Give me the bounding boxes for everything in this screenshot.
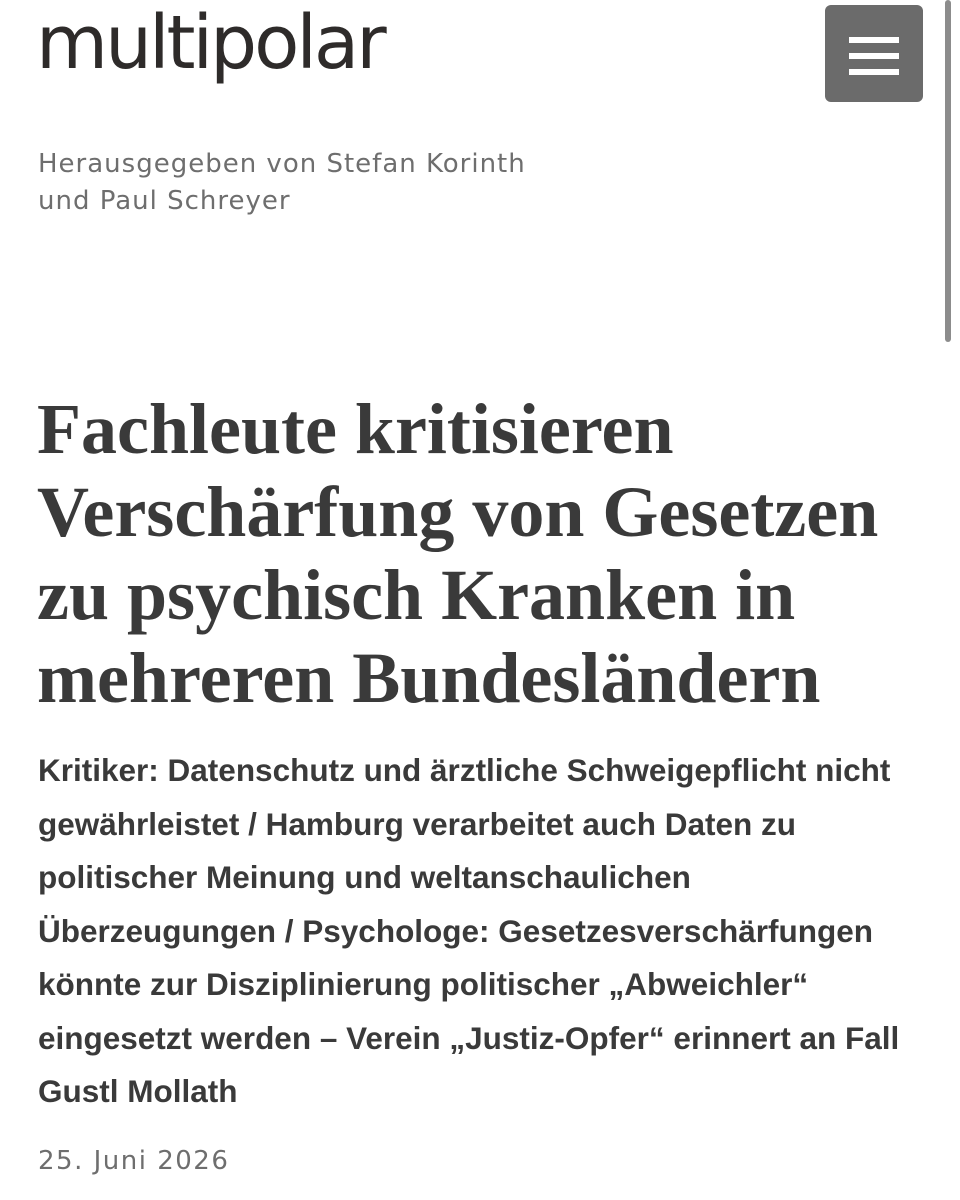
article-date: 25. Juni 2026 <box>38 1146 230 1176</box>
publisher-line-2: und Paul Schreyer <box>38 186 291 216</box>
publisher-line-1: Herausgegeben von Stefan Korinth <box>38 149 526 179</box>
menu-button[interactable] <box>825 5 923 102</box>
article-title: Fachleute kritisieren Verschärfung von Gesetzen zu psychisch Kranken in mehreren Bundesländern <box>37 389 879 718</box>
article-teaser: Kritiker: Datenschutz und ärztliche Schweigepflicht nicht gewährleistet / Hamburg verarbeitet auch Daten zu politischer Meinung und weltanschaulichen Überzeugungen / Psychologe: Gesetzesverschärfungen könnte zur Disziplinierung politischer „Abweichler“ eingesetzt werden – Verein „Justiz-Opfer“ erinnert an Fall Gustl Mollath <box>38 752 900 1109</box>
page-scrollbar[interactable] <box>945 0 951 342</box>
site-logo[interactable]: multipolar <box>36 0 384 86</box>
publisher-info <box>38 146 558 220</box>
